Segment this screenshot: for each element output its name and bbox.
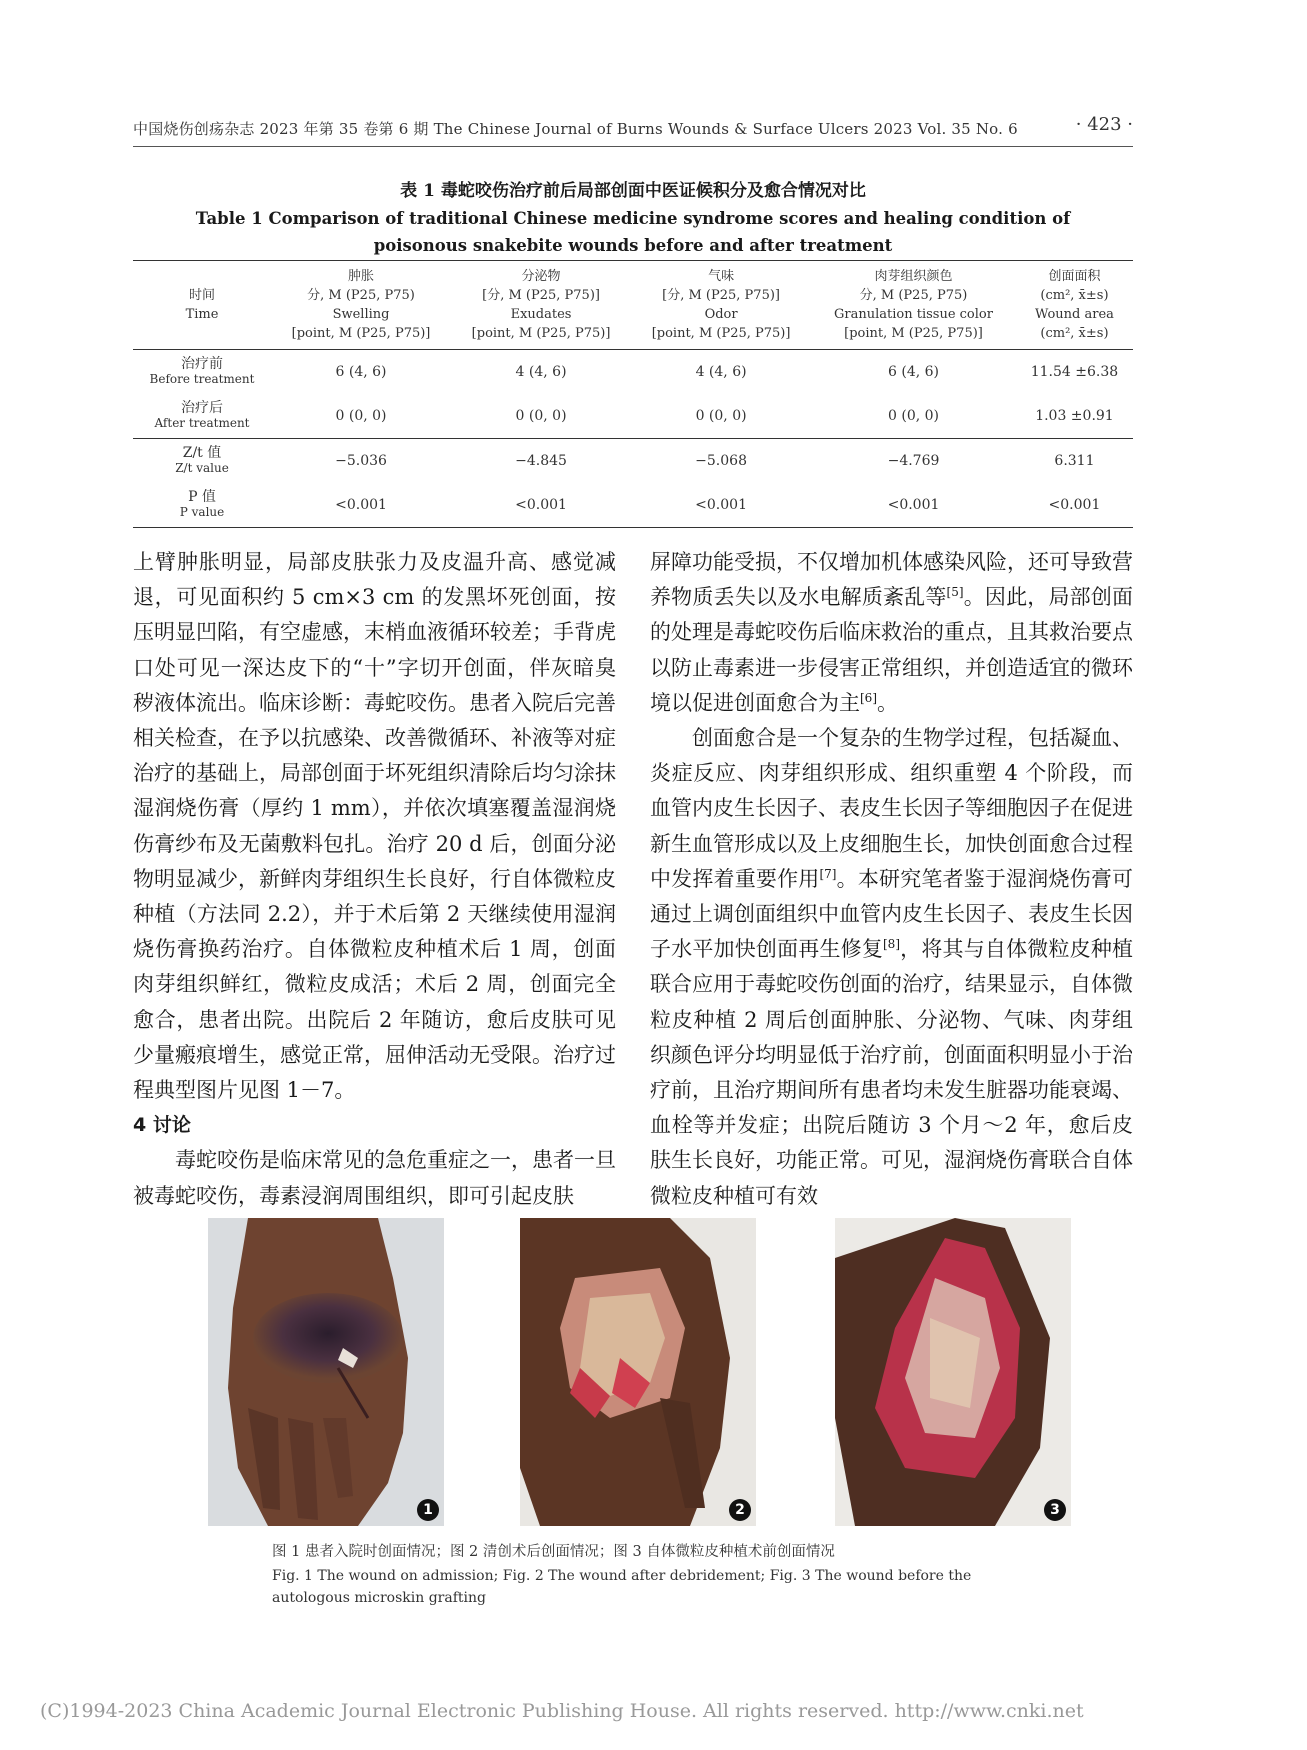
th-granulation-en: Granulation tissue color: [834, 307, 993, 322]
th-exudates-en: Exudates: [510, 307, 572, 322]
table-cell: 11.54 ±6.38: [1030, 363, 1119, 380]
figure-1-photo: [208, 1218, 444, 1526]
figure-3-photo: [835, 1218, 1071, 1526]
th-granulation: [811, 261, 1016, 350]
paragraph: 毒蛇咬伤是临床常见的急危重症之一，患者一旦被毒蛇咬伤，毒素浸润周围组织，即可引起皮肤: [133, 1148, 616, 1208]
th-odor: [631, 261, 811, 350]
th-exudates-en-unit: [point, M (P25, P75)]: [471, 326, 611, 341]
table-cell: 0 (0, 0): [695, 407, 747, 424]
th-swelling-zh-unit: 分, M (P25, P75): [307, 288, 415, 303]
text-run: 屏障功能受损，不仅增加机体感染风险，还可导致营养物质丢失以及水电解质紊乱等: [650, 550, 1133, 610]
table-cell: 4 (4, 6): [695, 363, 747, 380]
table-cell: <0.001: [695, 496, 747, 513]
table-cell: −4.845: [515, 452, 567, 469]
row-label: [133, 350, 271, 395]
paragraph: [650, 545, 1133, 721]
table-cell: 4 (4, 6): [515, 363, 567, 380]
table-cell: 6 (4, 6): [335, 363, 387, 380]
table-header-row: [133, 261, 1133, 350]
th-odor-en-unit: [point, M (P25, P75)]: [651, 326, 791, 341]
row-label: [133, 483, 271, 528]
th-wound-area: [1016, 261, 1133, 350]
table-cell: 6 (4, 6): [888, 363, 939, 380]
table-caption-en-line2: poisonous snakebite wounds before and after treatment: [373, 236, 893, 255]
th-time-zh: 时间: [188, 288, 215, 303]
text-run: ，将其与自体微粒皮种植联合应用于毒蛇咬伤创面的治疗，结果显示，自体微粒皮种植 2 周后创面肿胀、分泌物、气味、肉芽组织颜色评分均明显低于治疗前，创面面积明显小于治疗前，且治疗期间所有患者均未发生脏器功能衰竭、血栓等并发症；出院后随访 3 个月～2 年，愈后皮肤生长良好，功能正常。可见，湿润烧伤膏联合自体微粒皮种植可有效: [650, 937, 1133, 1208]
table-cell: <0.001: [887, 496, 940, 513]
text-run: 。因此，局部创面的处理是毒蛇咬伤后临床救治的重点，且其救治要点以防止毒素进一步侵害正常组织，并创造适宜的微环境以促进创面愈合为主: [650, 585, 1134, 715]
page-number: · 423 ·: [1075, 114, 1133, 135]
section-heading: 4 讨论: [133, 1114, 191, 1137]
th-area-en: Wound area: [1034, 307, 1114, 322]
paragraph: [650, 721, 1133, 1214]
row-label-zh: P 值: [188, 489, 216, 505]
row-label-zh: Z/t 值: [182, 445, 222, 461]
table-cell: −4.769: [887, 452, 940, 469]
th-exudates: [451, 261, 631, 350]
table-cell: −5.068: [695, 452, 747, 469]
table-row: [133, 483, 1133, 528]
row-label: [133, 394, 271, 439]
th-granulation-zh-unit: 分, M (P25, P75): [859, 288, 968, 303]
table-cell: <0.001: [335, 496, 387, 513]
citation[interactable]: [5]: [946, 585, 964, 600]
th-area-zh-unit: (cm², x̄±s): [1040, 288, 1109, 303]
figure-caption: [272, 1541, 1032, 1609]
table-cell: 1.03 ±0.91: [1035, 407, 1114, 424]
running-head-text: 中国烧伤创疡杂志 2023 年第 35 卷第 6 期 The Chinese Journal of Burns Wounds & Surface Ulcers 2023 Vol. 35 No. 6: [133, 120, 1018, 138]
table-cell: <0.001: [515, 496, 567, 513]
citation[interactable]: [7]: [819, 866, 837, 881]
hand-wound-pregraft-image: [835, 1218, 1071, 1526]
table-caption-zh: 表 1 毒蛇咬伤治疗前后局部创面中医证候积分及愈合情况对比: [400, 181, 866, 201]
table-cell: 0 (0, 0): [515, 407, 567, 424]
th-area-zh: 创面面积: [1048, 269, 1101, 284]
text-run: 。: [877, 690, 898, 715]
figure-number-badge: 1: [417, 1499, 439, 1521]
figure-2-photo: [520, 1218, 756, 1526]
th-area-en-unit: (cm², x̄±s): [1040, 326, 1109, 341]
th-odor-zh-unit: [分, M (P25, P75)]: [662, 288, 780, 303]
row-label-en: Before treatment: [149, 372, 255, 386]
figure-number-badge: 3: [1044, 1499, 1066, 1521]
paragraph: 上臂肿胀明显，局部皮肤张力及皮温升高、感觉减退，可见面积约 5 cm×3 cm 的发黑坏死创面，按压明显凹陷，有空虚感，末梢血液循环较差；手背虎口处可见一深达皮下的“十”字切开创面，伴灰暗臭秽液体流出。临床诊断：毒蛇咬伤。患者入院后完善相关检查，在予以抗感染、改善微循环、补液等对症治疗的基础上，局部创面于坏死组织清除后均匀涂抹湿润烧伤膏（厚约 1 mm），并依次填塞覆盖湿润烧伤膏纱布及无菌敷料包扎。治疗 20 d 后，创面分泌物明显减少，新鲜肉芽组织生长良好，行自体微粒皮种植（方法同 2.2），并于术后第 2 天继续使用湿润烧伤膏换药治疗。自体微粒皮种植术后 1 周，创面肉芽组织鲜红，微粒皮成活；术后 2 周，创面完全愈合，患者出院。出院后 2 年随访，愈后皮肤可见少量瘢痕增生，感觉正常，屈伸活动无受限。治疗过程典型图片见图 1－7。: [133, 550, 616, 1103]
th-exudates-zh: 分泌物: [521, 269, 561, 284]
figure-caption-en-line2: autologous microskin grafting: [272, 1590, 486, 1606]
row-label-en: Z/t value: [175, 461, 229, 475]
table-caption-en: [133, 205, 1133, 259]
body-column-right: [650, 545, 1133, 1214]
hand-wound-admission-image: [208, 1218, 444, 1526]
row-label-zh: 治疗前: [181, 356, 223, 372]
row-label-en: P value: [179, 505, 225, 519]
th-swelling-en: Swelling: [332, 307, 390, 322]
table-1: [133, 260, 1133, 528]
figure-caption-zh: 图 1 患者入院时创面情况；图 2 清创术后创面情况；图 3 自体微粒皮种植术前创面情况: [272, 1544, 835, 1560]
th-odor-en: Odor: [704, 307, 738, 322]
hand-wound-debridement-image: [520, 1218, 756, 1526]
th-exudates-zh-unit: [分, M (P25, P75)]: [482, 288, 600, 303]
copyright-footer: (C)1994-2023 China Academic Journal Electronic Publishing House. All rights reserved. http://www.cnki.net: [40, 1700, 1084, 1722]
th-granulation-zh: 肉芽组织颜色: [874, 269, 953, 284]
citation[interactable]: [6]: [860, 690, 877, 705]
citation[interactable]: [8]: [883, 937, 900, 952]
header-rule: [133, 146, 1133, 147]
figure-number-badge: 2: [729, 1499, 751, 1521]
row-label-en: After treatment: [154, 416, 250, 430]
figure-caption-en-line1: Fig. 1 The wound on admission; Fig. 2 The wound after debridement; Fig. 3 The wound before the: [272, 1568, 972, 1584]
table-cell: 6.311: [1054, 452, 1095, 469]
table-row: [133, 439, 1133, 484]
th-odor-zh: 气味: [708, 269, 735, 284]
body-column-left: [133, 545, 616, 1214]
table-cell: <0.001: [1048, 496, 1101, 513]
row-label: [133, 439, 271, 484]
th-swelling-en-unit: [point, M (P25, P75)]: [291, 326, 431, 341]
th-granulation-en-unit: [point, M (P25, P75)]: [844, 326, 983, 341]
table-cell: −5.036: [335, 452, 387, 469]
th-swelling: [271, 261, 451, 350]
table-cell: 0 (0, 0): [888, 407, 939, 424]
text-run: 。本研究笔者鉴于湿润烧伤膏可通过上调创面组织中血管内皮生长因子、表皮生长因子水平加快创面再生修复: [650, 866, 1134, 962]
table-row: [133, 350, 1133, 395]
table-row: [133, 394, 1133, 439]
th-time-en: Time: [185, 307, 219, 322]
th-time: [133, 261, 271, 350]
table-cell: 0 (0, 0): [335, 407, 387, 424]
th-swelling-zh: 肿胀: [348, 269, 375, 284]
table-caption-en-line1: Table 1 Comparison of traditional Chinese medicine syndrome scores and healing condition of: [195, 209, 1071, 228]
row-label-zh: 治疗后: [181, 400, 223, 416]
text-run: 创面愈合是一个复杂的生物学过程，包括凝血、炎症反应、肉芽组织形成、组织重塑 4 个阶段，而血管内皮生长因子、表皮生长因子等细胞因子在促进新生血管形成以及上皮细胞生长，加快创面愈合过程中发挥着重要作用: [650, 726, 1133, 891]
